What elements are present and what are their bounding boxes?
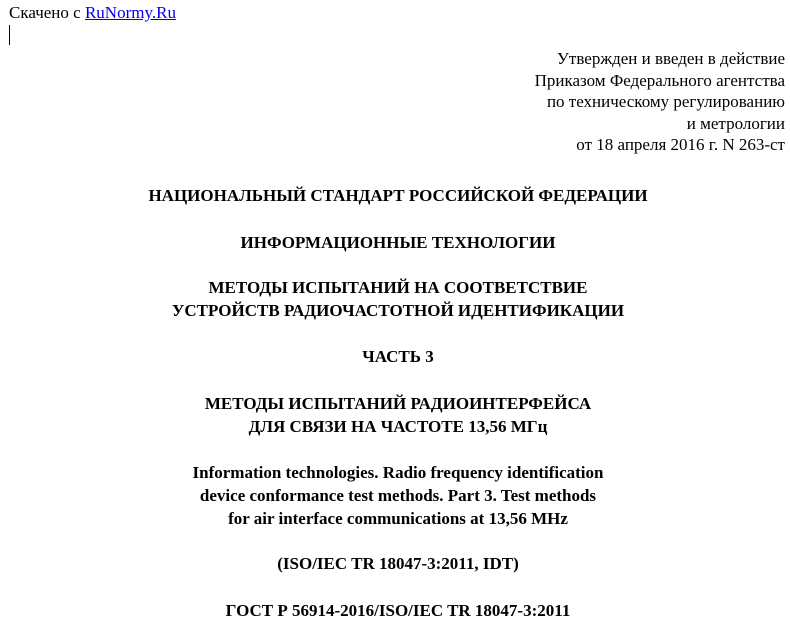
part-text: ЧАСТЬ 3 [362,347,434,366]
standard-title [0,276,790,322]
field-text: ИНФОРМАЦИОННЫЕ ТЕХНОЛОГИИ [240,233,556,252]
gost-number-text: ГОСТ Р 56914-2016/ISO/IEC TR 18047-3:2011 [225,601,571,620]
english-title-line: Information technologies. Radio frequency identification [192,463,604,482]
approval-line: по техническому регулированию [546,92,785,111]
part-heading [0,345,790,368]
runormy-link[interactable]: RuNormy.Ru [84,3,176,22]
national-standard-text: НАЦИОНАЛЬНЫЙ СТАНДАРТ РОССИЙСКОЙ ФЕДЕРАЦИИ [148,186,648,205]
english-title [0,461,790,530]
national-standard-heading [0,184,790,207]
subtitle-line: ДЛЯ СВЯЗИ НА ЧАСТОТЕ 13,56 МГц [248,417,548,436]
approval-line: Приказом Федерального агентства [534,70,785,90]
subtitle-line: МЕТОДЫ ИСПЫТАНИЙ РАДИОИНТЕРФЕЙСА [204,394,592,413]
title-line: УСТРОЙСТВ РАДИОЧАСТОТНОЙ ИДЕНТИФИКАЦИИ [171,301,625,320]
downloaded-prefix: Скачено с [9,3,81,22]
text-cursor [9,25,10,45]
iso-reference [0,552,790,575]
download-source-line [9,2,176,24]
english-title-line: for air interface communications at 13,56 MHz [228,509,568,528]
gost-number [0,599,790,622]
approval-line: и метрологии [686,113,785,133]
approval-line: от 18 апреля 2016 г. N 263-ст [576,135,785,154]
iso-reference-text: (ISO/IEC TR 18047-3:2011, IDT) [277,554,519,573]
english-title-line: device conformance test methods. Part 3. Test methods [199,486,597,505]
standard-subtitle [0,392,790,438]
title-line: МЕТОДЫ ИСПЫТАНИЙ НА СООТВЕТСТВИЕ [208,278,588,297]
approval-line: Утвержден и введен в действие [556,49,785,68]
approval-block [535,48,785,156]
field-heading [0,231,790,254]
